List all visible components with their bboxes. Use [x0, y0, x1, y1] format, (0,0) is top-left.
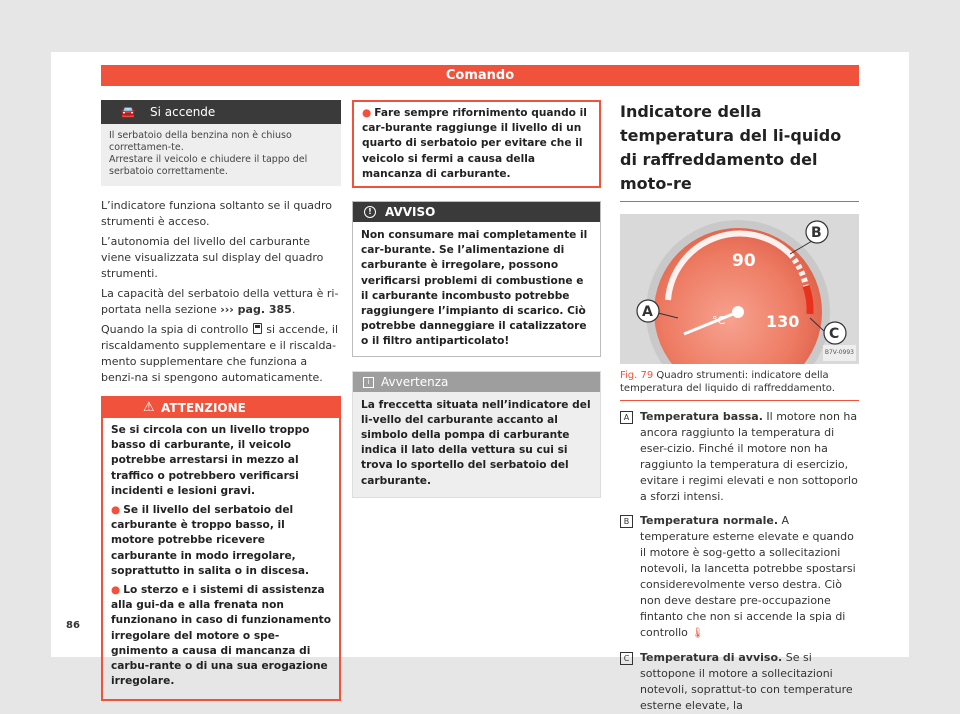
car-icon: 🚘 [120, 105, 136, 119]
column-right [620, 100, 859, 714]
column-left [101, 100, 341, 701]
bullet-icon: ● [362, 107, 372, 119]
gauge-figure [620, 214, 859, 364]
note-box [352, 371, 601, 498]
page-link[interactable]: ››› pag. 385 [220, 303, 292, 316]
attention-bullet-text: Se il livello del serbatoio del carburante è troppo basso, il motore potrebbe ricevere carburante in modo irregolare, soprattutto in salita o in discesa. [111, 504, 310, 577]
exclamation-circle-icon: ! [364, 206, 376, 218]
paragraph-text: . [291, 303, 296, 316]
paragraph [101, 286, 341, 318]
callout-label-b: B [811, 225, 822, 241]
warning-light-header [101, 100, 341, 124]
legend-text: Il motore non ha ancora raggiunto la temperatura di eser-cizio. Finché il motore non ha raggiunto la temperatura di esercizio, evitare i regimi elevati e non sottoporlo a sforzi intensi. [640, 410, 858, 503]
attention-bullet-text: Lo sterzo e i sistemi di assistenza alla gui-da e alla frenata non funzionano in caso di funzionamento irregolare del motore o spe-gnimento a causa di mancanza di carbu-rante o di una sua erogazione irregolare. [111, 584, 331, 688]
legend-text: A temperature esterne elevate e quando il motore è sog-getto a sollecitazioni notevoli, la lancetta potrebbe spostarsi considerevolmente verso destra. Ciò non deve destare pre-occupazione fintanto che non si accende la spia di controllo [640, 514, 856, 639]
attention-body [103, 418, 339, 699]
notice-header [353, 202, 600, 222]
section-header-title: Comando [445, 68, 515, 83]
gauge-red-zone [806, 286, 810, 314]
coolant-warning-icon: 🌡 [691, 628, 705, 639]
figure-reference-tag: B7V-0993 [823, 345, 856, 362]
bullet-icon: ● [111, 504, 121, 517]
paragraph [101, 322, 341, 386]
bullet-icon: ● [111, 584, 121, 597]
warning-light-text-1: Il serbatoio della benzina non è chiuso correttamen-te. [109, 130, 292, 153]
column-middle [352, 100, 601, 498]
notice-box [352, 201, 601, 357]
attention-intro: Se si circola con un livello troppo basso di carburante, il veicolo potrebbe arrestarsi in mezzo al traffico o potrebbero verificarsi incidenti e lesioni gravi. [111, 424, 310, 497]
figure-number: Fig. 79 [620, 370, 654, 381]
warning-light-text-2: Arrestare il veicolo e chiudere il tappo del serbatoio correttamente. [109, 154, 308, 177]
paragraph-text: si accende, il riscaldamento supplementare e il riscalda-mento supplementare che funziona a benzi-na si spengono automaticamente. [101, 323, 339, 384]
paragraph-text: Quando la spia di controllo [101, 323, 252, 336]
info-note-icon: i [363, 377, 374, 388]
attention-bullet-text: Fare sempre rifornimento quando il car-burante raggiunge il livello di un quarto di serbatoio per evitare che il veicolo si fermi a causa della mancanza di carburante. [362, 107, 587, 180]
figure-caption-text: Quadro strumenti: indicatore della temperatura del liquido di raffreddamento. [620, 370, 835, 394]
legend-letter: A [620, 411, 633, 424]
note-header [353, 372, 600, 392]
legend-letter: B [620, 515, 633, 528]
callout-label-a: A [642, 304, 653, 320]
warning-triangle-icon: ⚠ [143, 400, 155, 415]
legend-letter: C [620, 652, 633, 665]
paragraph: L’autonomia del livello del carburante viene visualizzata sul display del quadro strumenti. [101, 235, 324, 280]
legend-term: Temperatura di avviso. [640, 651, 783, 664]
legend-text: Se si sottopone il motore a sollecitazioni notevoli, soprattut-to con temperature esterne elevate, la [640, 651, 853, 712]
attention-header [103, 398, 339, 418]
warning-light-title: Si accende [150, 105, 216, 119]
gauge-label-90: 90 [732, 251, 756, 271]
gauge-illustration [620, 214, 859, 364]
legend-term: Temperatura normale. [640, 514, 779, 527]
notice-title: AVVISO [385, 205, 436, 220]
legend-term: Temperatura bassa. [640, 410, 763, 423]
note-body: La freccetta situata nell’indicatore del li-vello del carburante accanto al simbolo della pompa di carburante indica il lato della vettura su cui si trova lo sportello del serbatoio del carburante. [361, 398, 591, 487]
attention-continued [352, 100, 601, 188]
attention-title: ATTENZIONE [161, 401, 246, 415]
legend-item [620, 409, 859, 505]
notice-body: Non consumare mai completamente il car-burante. Se l’alimentazione di carburante è irregolare, possono verificarsi problemi di combustione e il carburante incombusto potrebbe raggiungere l’impianto di scarico. Ciò potrebbe danneggiare il catalizzatore o il filtro antiparticolato! [361, 229, 588, 348]
attention-bullet [111, 583, 331, 689]
note-title: Avvertenza [381, 374, 449, 389]
legend-item [620, 513, 859, 642]
page-number: 86 [66, 620, 80, 631]
warning-light-box [101, 100, 341, 186]
callout-label-c: C [829, 326, 840, 342]
temperature-symbol-icon: °C [712, 314, 726, 327]
fuel-pump-icon [253, 323, 262, 334]
gauge-needle-hub [732, 306, 744, 318]
section-header [101, 65, 859, 86]
attention-box [101, 396, 341, 701]
section-title: Indicatore della temperatura del li-quido di raffreddamento del moto-re [620, 100, 859, 202]
legend-item [620, 650, 859, 714]
attention-bullet [111, 503, 331, 579]
paragraph: L’indicatore funziona soltanto se il quadro strumenti è acceso. [101, 199, 333, 228]
gauge-label-130: 130 [766, 312, 800, 331]
paragraph-text: La capacità del serbatoio della vettura è ri-portata nella sezione [101, 287, 339, 316]
figure-caption [620, 369, 859, 401]
warning-light-body [101, 124, 341, 186]
